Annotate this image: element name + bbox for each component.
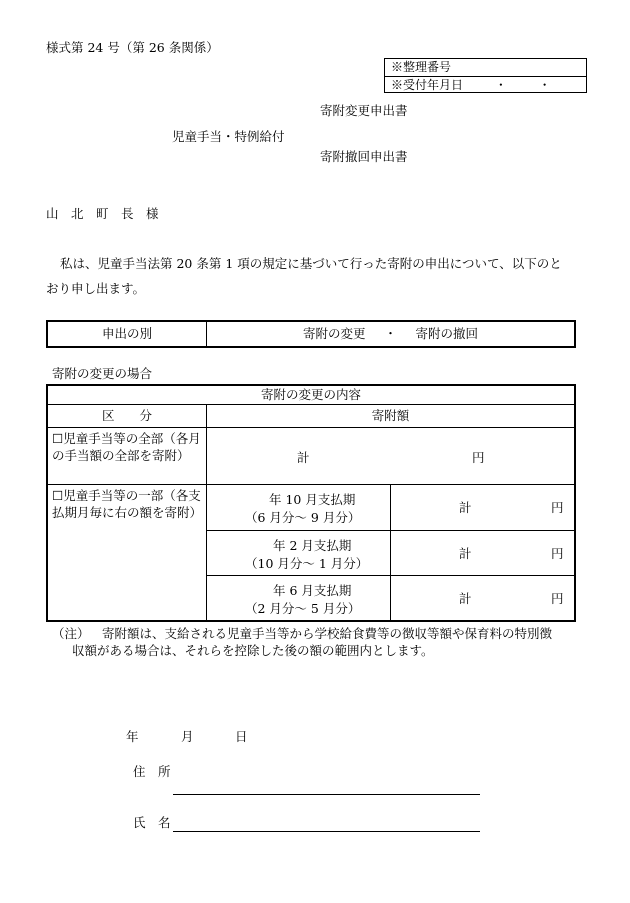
row-all-total-label: 計 [297,450,310,465]
period-2-line-1: 年 2 月支払期 [273,538,352,553]
date-day-label: 日 [235,729,248,744]
period-2-label-cell [206,530,390,575]
name-underline[interactable] [173,831,480,832]
period-1-line-1: 年 10 月支払期 [269,492,356,507]
received-date-label: ※受付年月日 [391,78,464,92]
received-date-row [385,76,586,94]
option-withdraw[interactable]: 寄附の撤回 [415,326,479,341]
body-text-line-2: おり申し出ます。 [46,281,146,296]
form-number: 様式第 24 号（第 26 条関係） [46,40,219,55]
column-category-header: 区 分 [48,404,206,427]
row-all-label[interactable]: ☐児童手当等の全部（各月の手当額の全部を寄附） [48,427,206,484]
table-header: 寄附の変更の内容 [260,387,361,402]
request-type-table [46,320,576,348]
period-3-unit: 円 [551,591,564,606]
change-details-table [46,384,576,622]
addressee: 山 北 町 長 様 [46,206,159,221]
reference-number-row [385,59,586,76]
row-part-label[interactable]: ☐児童手当等の一部（各支払期月毎に右の額を寄附） [48,484,206,620]
period-2-unit: 円 [551,546,564,561]
period-1-total-label: 計 [459,500,472,515]
period-1-amount-cell[interactable] [390,484,574,530]
office-use-box [384,58,587,93]
period-1-unit: 円 [551,500,564,515]
note-line-1: 寄附額は、支給される児童手当等から学校給食費等の徴収等額や保育料の特別徴 [102,626,553,641]
period-2-amount-cell[interactable] [390,530,574,575]
note-mark: （注） [52,626,90,641]
period-1-label-cell [206,484,390,530]
option-separator: ・ [384,326,397,341]
date-month-label: 月 [181,729,194,744]
body-text-line-1: 私は、児童手当法第 20 条第 1 項の規定に基づいて行った寄附の申出について、以下のと [60,256,562,271]
period-3-total-label: 計 [459,591,472,606]
received-date-dot-1: ・ [494,78,507,92]
name-label: 氏 名 [133,815,171,830]
period-3-amount-cell[interactable] [390,575,574,620]
note-line-2: 収額がある場合は、それらを控除した後の額の範囲内とします。 [72,643,434,658]
row-all-unit: 円 [472,450,485,465]
period-2-line-2: （10 月分～ 1 月分） [245,556,369,571]
address-label: 住 所 [133,764,171,779]
option-change[interactable]: 寄附の変更 [302,326,366,341]
change-section-label: 寄附の変更の場合 [52,366,153,381]
period-3-line-1: 年 6 月支払期 [273,583,352,598]
address-underline[interactable] [173,794,480,795]
row-all-amount-cell[interactable] [206,427,574,484]
reference-number-label: ※整理番号 [391,60,452,74]
period-2-total-label: 計 [459,546,472,561]
column-amount-header: 寄附額 [206,404,574,427]
period-3-line-2: （2 月分～ 5 月分） [245,601,361,616]
request-type-label: 申出の別 [48,322,207,346]
date-year-label: 年 [126,729,139,744]
received-date-dot-2: ・ [538,78,551,92]
period-1-line-2: （6 月分～ 9 月分） [245,510,361,525]
title-withdraw: 寄附撤回申出書 [320,149,408,164]
title-subject: 児童手当・特例給付 [172,129,285,144]
request-type-options [207,322,574,346]
period-3-label-cell [206,575,390,620]
title-change: 寄附変更申出書 [320,103,408,118]
